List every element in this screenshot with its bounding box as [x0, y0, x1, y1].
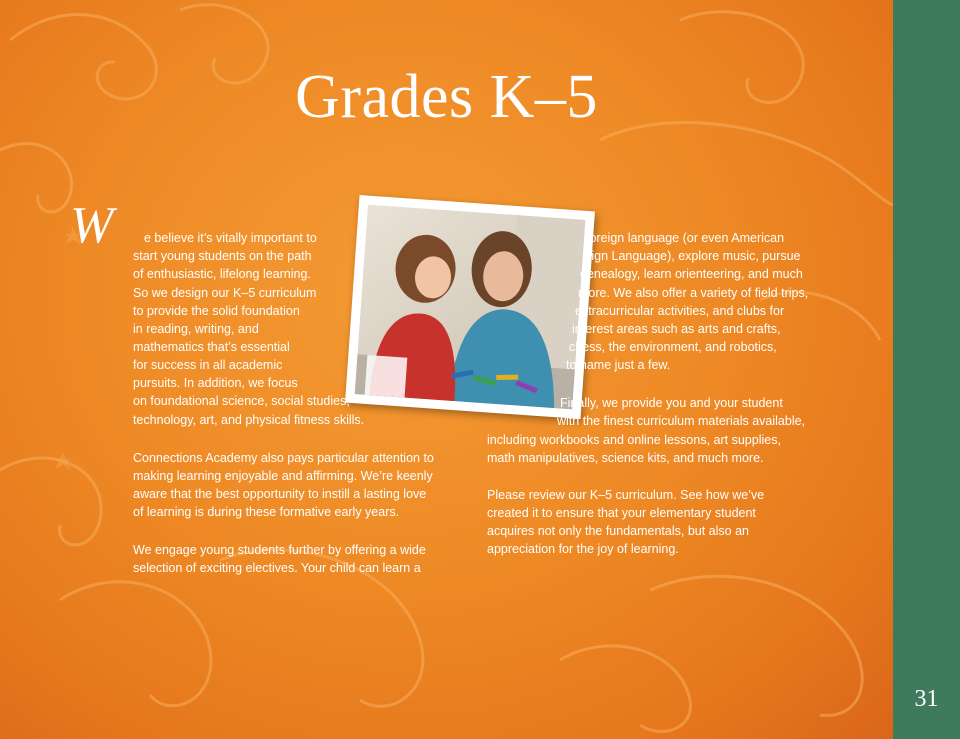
photo-frame	[345, 195, 595, 419]
body-text-line: Connections Academy also pays particular attention to	[133, 451, 434, 465]
body-text-line: math manipulatives, science kits, and much more.	[487, 451, 764, 465]
body-text-line: of learning is during these formative early years.	[133, 505, 400, 519]
body-text-line: Sign Language), explore music, pursue	[583, 249, 801, 263]
body-text-line: foreign language (or even American	[586, 231, 785, 245]
body-text-line: interest areas such as arts and crafts,	[572, 322, 781, 336]
side-band	[893, 0, 960, 739]
body-text-line: extracurricular activities, and clubs for	[575, 304, 785, 318]
body-text-line: chess, the environment, and robotics,	[569, 340, 777, 354]
body-text-line: Please review our K–5 curriculum. See how we’ve	[487, 488, 765, 502]
body-text-line: on foundational science, social studies,	[133, 394, 350, 408]
body-text-line: appreciation for the joy of learning.	[487, 542, 679, 556]
body-text-line: pursuits. In addition, we focus	[133, 376, 298, 390]
body-text-line: of enthusiastic, lifelong learning.	[133, 267, 311, 281]
page-title: Grades K–5	[295, 63, 598, 131]
drop-cap: W	[70, 197, 114, 254]
body-text-line: including workbooks and online lessons, art supplies,	[487, 433, 781, 447]
body-text-line: acquires not only the fundamentals, but also an	[487, 524, 749, 538]
body-text-line: We engage young students further by offering a wide	[133, 543, 426, 557]
body-text-line: more. We also offer a variety of field trips,	[578, 286, 809, 300]
photo-of-student-and-parent-image	[355, 205, 586, 410]
body-text-line: technology, art, and physical fitness skills.	[133, 413, 365, 427]
body-text-line: e believe it’s vitally important to	[144, 231, 317, 245]
body-text-line: making learning enjoyable and affirming. We’re keenly	[133, 469, 433, 483]
body-text-line: for success in all academic	[133, 358, 283, 372]
body-text-line: created it to ensure that your elementary student	[487, 506, 756, 520]
body-text-line: aware that the best opportunity to instill a lasting love	[133, 487, 427, 501]
body-text-line: with the finest curriculum materials available,	[557, 414, 806, 428]
body-text-line: mathematics that’s essential	[133, 340, 290, 354]
body-text-line: to provide the solid foundation	[133, 304, 300, 318]
body-text-line: genealogy, learn orienteering, and much	[580, 267, 803, 281]
body-text-line: So we design our K–5 curriculum	[133, 286, 317, 300]
body-text-line: start young students on the path	[133, 249, 312, 263]
page-number: 31	[914, 686, 939, 712]
body-text-line: selection of exciting electives. Your child can learn a	[133, 561, 421, 575]
body-text-line: Finally, we provide you and your student	[560, 396, 783, 410]
body-text-line: in reading, writing, and	[133, 322, 259, 336]
body-text-line: to name just a few.	[566, 358, 671, 372]
